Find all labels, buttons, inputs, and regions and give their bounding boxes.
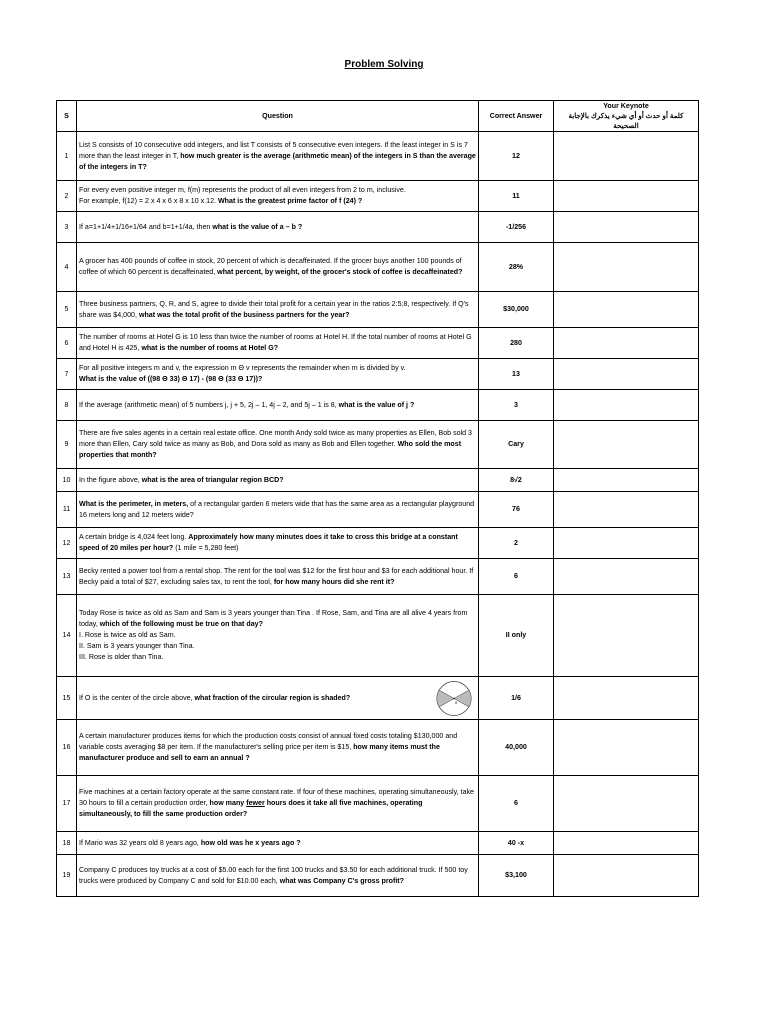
row-number: 2 (57, 181, 77, 212)
question-text: A grocer has 400 pounds of coffee in stock, 20 percent of which is decaffeinated. If the grocer buys another 100 pounds of coffee of which 60 percent is decaffeinated, what percent, by weight, of the grocer's stock of coffee is decaffeinated? (77, 243, 479, 292)
question-text: If Mario was 32 years old 8 years ago, how old was he x years ago ? (77, 832, 479, 855)
table-row (57, 359, 699, 390)
row-number: 17 (57, 776, 77, 832)
table-row (57, 677, 699, 720)
row-number: 4 (57, 243, 77, 292)
row-number: 12 (57, 528, 77, 559)
problem-table (56, 100, 699, 897)
correct-answer: 40 -x (479, 832, 554, 855)
question-text: Company C produces toy trucks at a cost of $5.00 each for the first 100 trucks and $3.50 for each additional truck. If 500 toy trucks were produced by Company C and sold for $10.00 each, what was Company C's gross profit? (77, 855, 479, 897)
correct-answer: 8√2 (479, 469, 554, 492)
page-title: Problem Solving (344, 59, 424, 70)
correct-answer: 40,000 (479, 720, 554, 776)
question-text: In the figure above, what is the area of triangular region BCD? (77, 469, 479, 492)
row-number: 14 (57, 595, 77, 677)
table-row (57, 328, 699, 359)
keynote-cell[interactable] (554, 720, 699, 776)
correct-answer: 2 (479, 528, 554, 559)
question-text: If a=1+1/4+1/16+1/64 and b=1+1/4a, then what is the value of a – b ? (77, 212, 479, 243)
table-row (57, 559, 699, 595)
question-text: If the average (arithmetic mean) of 5 numbers j, j + 5, 2j – 1, 4j – 2, and 5j – 1 is 8, what is the value of j ? (77, 390, 479, 421)
question-text: Three business partners, Q, R, and S, agree to divide their total profit for a certain year in the ratios 2:5:8, respectively. If Q's share was $4,000, what was the total profit of the business partners for the year? (77, 292, 479, 328)
keynote-cell[interactable] (554, 832, 699, 855)
question-text: A certain bridge is 4,024 feet long. Approximately how many minutes does it take to cross this bridge at a constant speed of 20 miles per hour? (1 mile = 5,280 feet) (77, 528, 479, 559)
keynote-cell[interactable] (554, 212, 699, 243)
row-number: 16 (57, 720, 77, 776)
question-text: There are five sales agents in a certain real estate office. One month Andy sold twice as many properties as Ellen, Bob sold 3 more than Ellen, Cary sold twice as many as Bob, and Dora sold as many as Bob and Ellen together. Who sold the most properties that month? (77, 421, 479, 469)
correct-answer: 13 (479, 359, 554, 390)
keynote-cell[interactable] (554, 528, 699, 559)
row-number: 15 (57, 677, 77, 720)
correct-answer: $30,000 (479, 292, 554, 328)
table-row (57, 528, 699, 559)
table-row (57, 492, 699, 528)
row-number: 9 (57, 421, 77, 469)
question-text: If O is the center of the circle above, what fraction of the circular region is shaded? 0 (77, 677, 479, 720)
question-text: Becky rented a power tool from a rental shop. The rent for the tool was $12 for the first hour and $3 for each additional hour. If Becky paid a total of $27, excluding sales tax, to rent the tool, for how many hours did she rent it? (77, 559, 479, 595)
question-text: The number of rooms at Hotel G is 10 less than twice the number of rooms at Hotel H. If the total number of rooms at Hotel G and Hotel H is 425, what is the number of rooms at Hotel G? (77, 328, 479, 359)
header-keynote-arabic: كلمة أو حدث أو أي شيء يذكرك بالإجابة الصحيحة (568, 112, 684, 130)
keynote-cell[interactable] (554, 328, 699, 359)
question-text: For every even positive integer m, f(m) represents the product of all even integers from 2 to m, inclusive. For example, f(12) = 2 x 4 x 6 x 8 x 10 x 12. What is the greatest prime factor of f (24) ? (77, 181, 479, 212)
table-row (57, 776, 699, 832)
correct-answer: 76 (479, 492, 554, 528)
row-number: 8 (57, 390, 77, 421)
keynote-cell[interactable] (554, 492, 699, 528)
table-row (57, 212, 699, 243)
correct-answer: 6 (479, 559, 554, 595)
correct-answer: II only (479, 595, 554, 677)
table-row (57, 469, 699, 492)
correct-answer: -1/256 (479, 212, 554, 243)
question-text: Five machines at a certain factory operate at the same constant rate. If four of these machines, operating simultaneously, take 30 hours to fill a certain production order, how many fewer hours does it take all five machines, operating simultaneously, to fill the same production order? (77, 776, 479, 832)
center-label: 0 (455, 700, 458, 705)
question-text: For all positive integers m and v, the expression m Θ v represents the remainder when m is divided by v. What is the value of ((98 Θ 33) Θ 17) - (98 Θ (33 Θ 17))? (77, 359, 479, 390)
keynote-cell[interactable] (554, 359, 699, 390)
keynote-cell[interactable] (554, 855, 699, 897)
table-row (57, 390, 699, 421)
table-row (57, 720, 699, 776)
row-number: 18 (57, 832, 77, 855)
row-number: 11 (57, 492, 77, 528)
table-row (57, 243, 699, 292)
header-answer: Correct Answer (479, 101, 554, 132)
table-row (57, 832, 699, 855)
row-number: 19 (57, 855, 77, 897)
header-question: Question (77, 101, 479, 132)
row-number: 3 (57, 212, 77, 243)
header-number: S (57, 101, 77, 132)
correct-answer: $3,100 (479, 855, 554, 897)
keynote-cell[interactable] (554, 390, 699, 421)
table-row (57, 855, 699, 897)
correct-answer: 11 (479, 181, 554, 212)
correct-answer: Cary (479, 421, 554, 469)
row-number: 7 (57, 359, 77, 390)
table-row (57, 292, 699, 328)
row-number: 10 (57, 469, 77, 492)
row-number: 13 (57, 559, 77, 595)
circle-figure (434, 680, 474, 717)
correct-answer: 3 (479, 390, 554, 421)
question-text: A certain manufacturer produces items for which the production costs consist of annual fixed costs totaling $130,000 and variable costs averaging $8 per item. If the manufacturer's selling price per item is $15, how many items must the manufacturer produce and sell to earn an annual ? (77, 720, 479, 776)
header-keynote (554, 101, 699, 132)
keynote-cell[interactable] (554, 595, 699, 677)
question-text: What is the perimeter, in meters, of a rectangular garden 6 meters wide that has the same area as a rectangular playground 16 meters long and 12 meters wide? (77, 492, 479, 528)
question-text: List S consists of 10 consecutive odd integers, and list T consists of 5 consecutive even integers. If the least integer in S is 7 more than the least integer in T, how much greater is the average (arithmetic mean) of the integers in S than the average of the integers in T? (77, 132, 479, 181)
table-row (57, 132, 699, 181)
keynote-cell[interactable] (554, 559, 699, 595)
row-number: 5 (57, 292, 77, 328)
keynote-cell[interactable] (554, 243, 699, 292)
keynote-cell[interactable] (554, 421, 699, 469)
table-row (57, 595, 699, 677)
row-number: 6 (57, 328, 77, 359)
correct-answer: 280 (479, 328, 554, 359)
table-row (57, 181, 699, 212)
correct-answer: 1/6 (479, 677, 554, 720)
keynote-cell[interactable] (554, 677, 699, 720)
row-number: 1 (57, 132, 77, 181)
keynote-cell[interactable] (554, 181, 699, 212)
keynote-cell[interactable] (554, 132, 699, 181)
table-row (57, 421, 699, 469)
correct-answer: 12 (479, 132, 554, 181)
keynote-cell[interactable] (554, 776, 699, 832)
header-row (57, 101, 699, 132)
header-keynote-english: Your Keynote (603, 102, 649, 110)
keynote-cell[interactable] (554, 469, 699, 492)
correct-answer: 6 (479, 776, 554, 832)
correct-answer: 28% (479, 243, 554, 292)
keynote-cell[interactable] (554, 292, 699, 328)
question-text: Today Rose is twice as old as Sam and Sam is 3 years younger than Tina . If Rose, Sam, and Tina are all alive 4 years from today, which of the following must be true on that day? I. Rose is twice as old as Sam. II. Sam is 3 years younger than Tina. III. Rose is older than Tina. (77, 595, 479, 677)
